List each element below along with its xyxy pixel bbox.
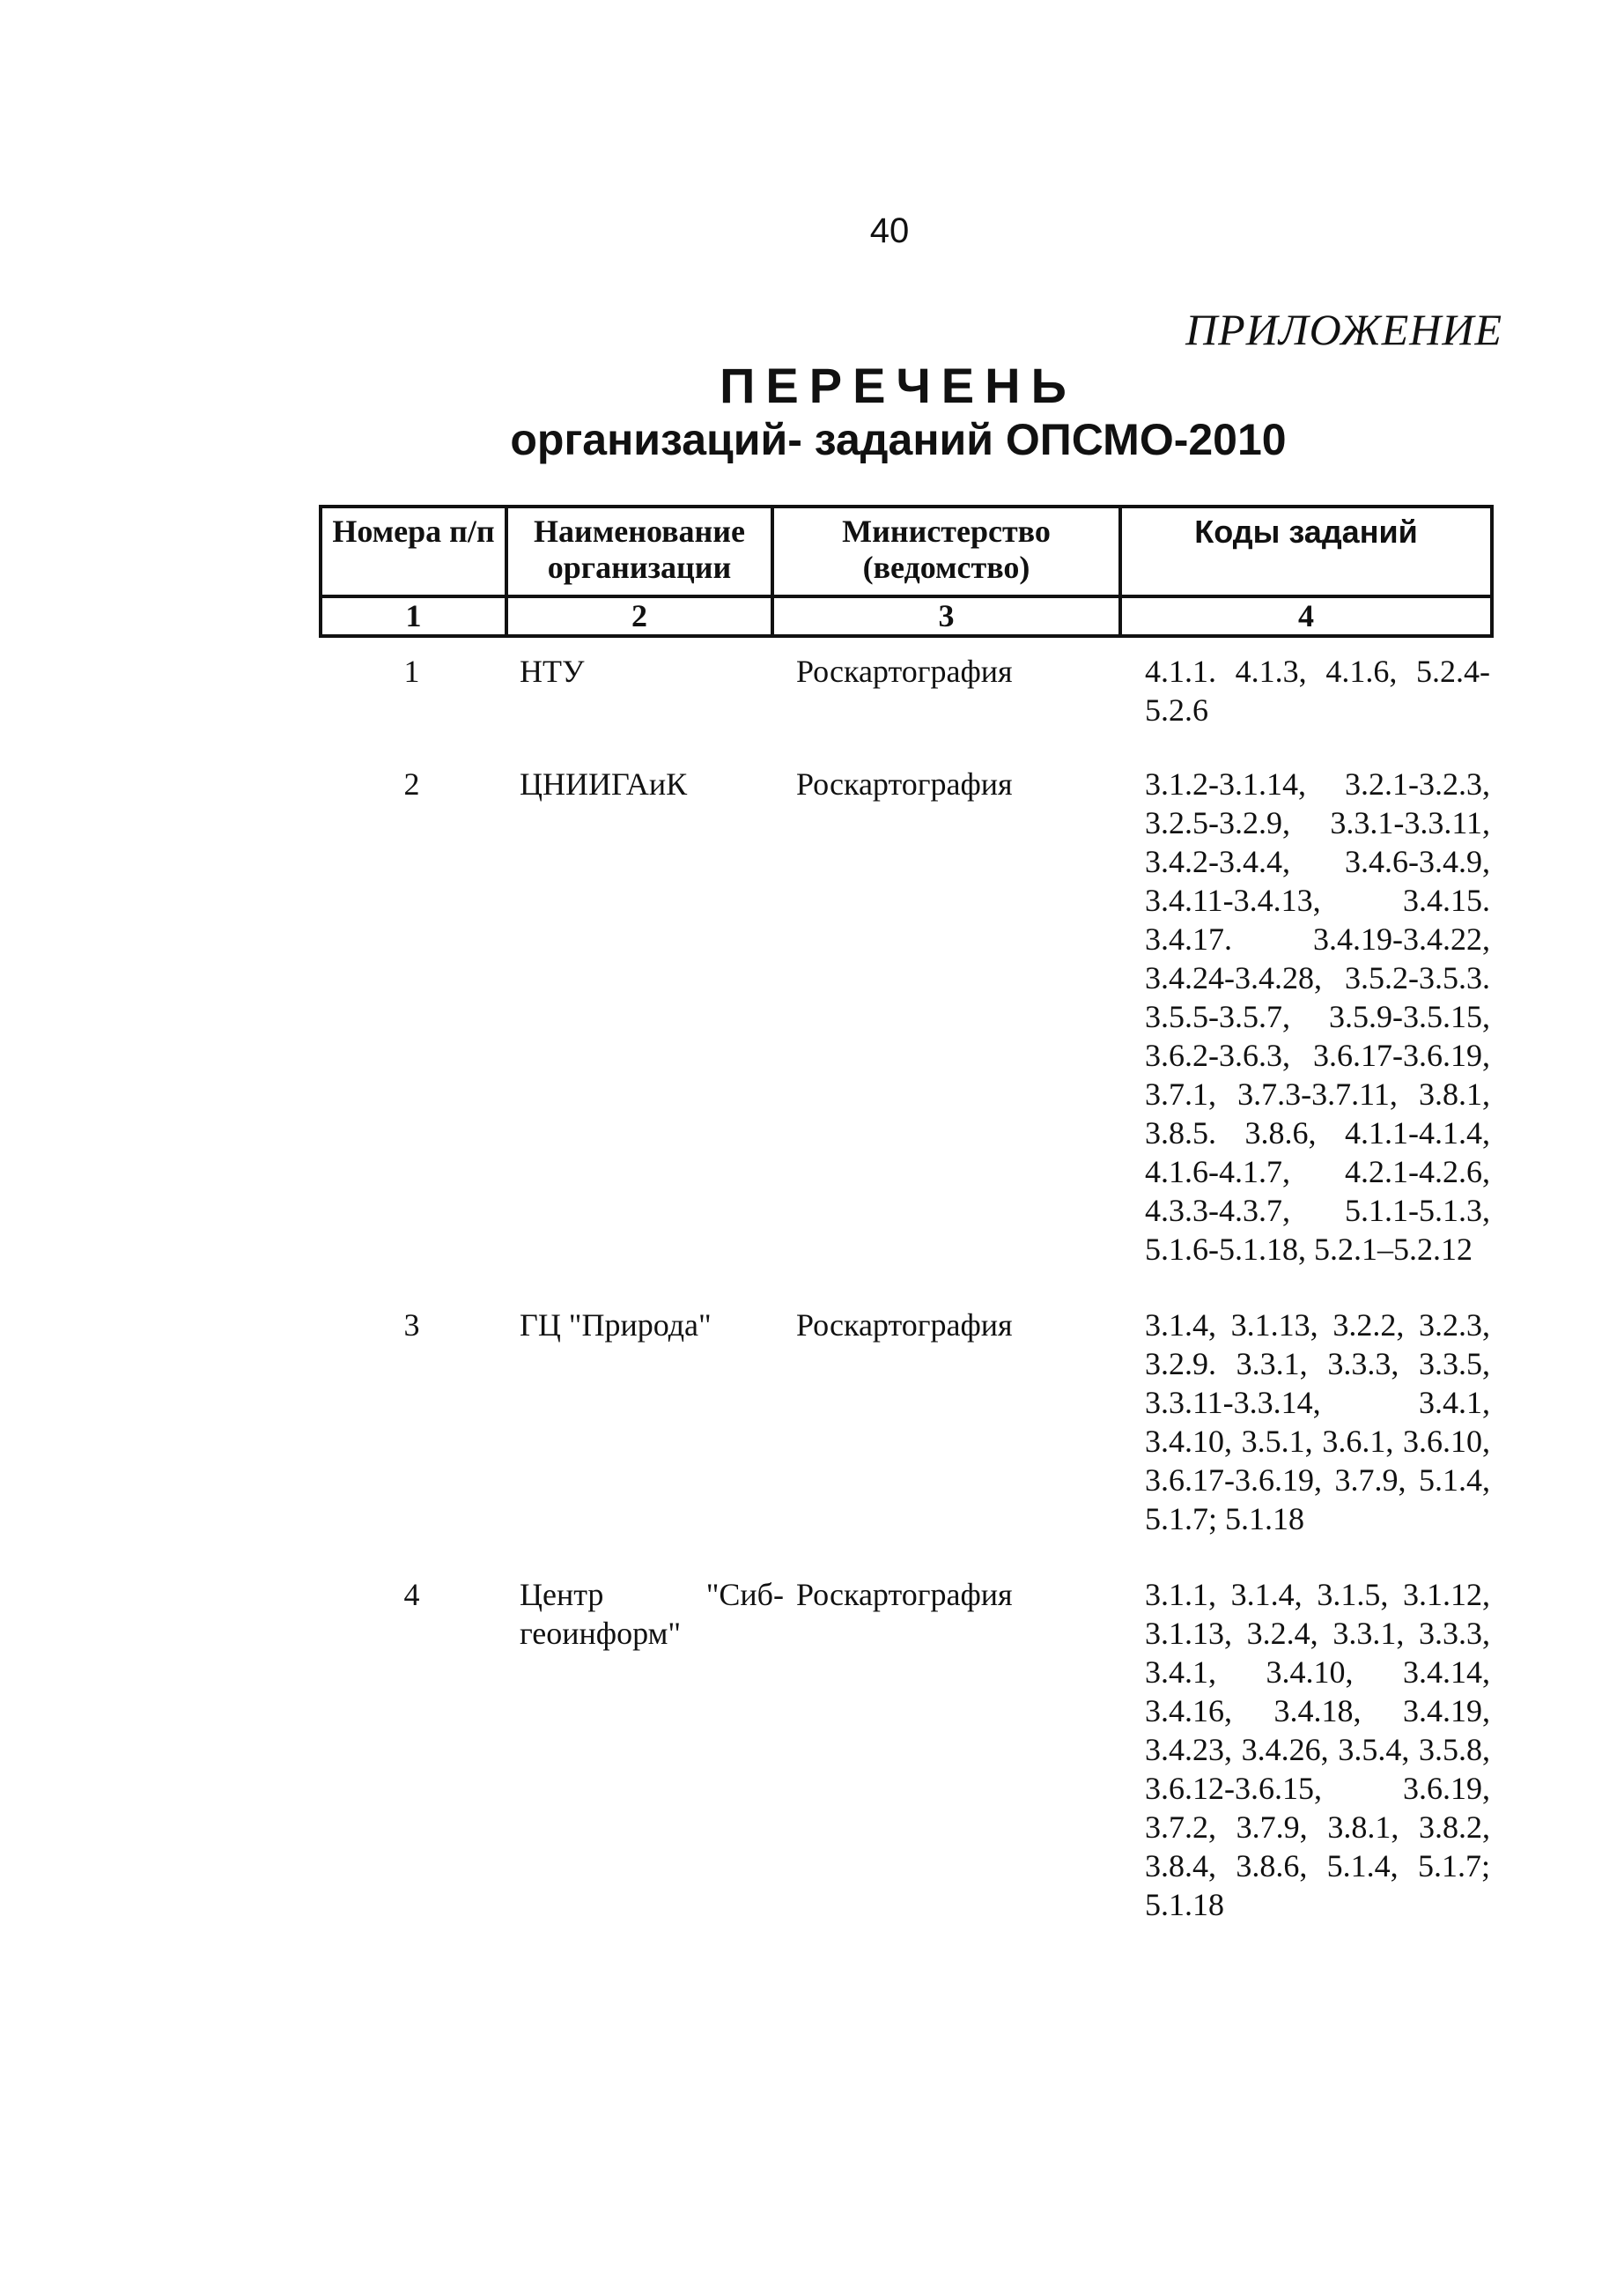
row-number: 3 — [403, 1307, 420, 1343]
task-codes: 4.1.1. 4.1.3, 4.1.6, 5.2.4-5.2.6 — [1145, 654, 1490, 728]
appendix-label: ПРИЛОЖЕНИЕ — [1185, 305, 1502, 354]
document-subtitle: организаций- заданий ОПСМО-2010 — [510, 415, 1287, 464]
row-number: 1 — [403, 654, 420, 689]
task-codes: 3.1.4, 3.1.13, 3.2.2, 3.2.3, 3.2.9. 3.3.1, 3.3.3, 3.3.5, 3.3.11-3.3.14, 3.4.1, 3.4.10, 3.5.1, 3.6.1, 3.6.10, 3.6.17-3.6.19, 3.7.9, 5.1.4, 5.1.7; 5.1.18 — [1145, 1307, 1490, 1536]
organization-name: ЦНИИГАиК — [520, 766, 688, 802]
ministry-name: Роскартография — [796, 1307, 1013, 1343]
organization-name: Центр "Сиб-геоинформ" — [520, 1577, 784, 1651]
ministry-name: Роскартография — [796, 654, 1013, 689]
table-header — [319, 505, 1494, 638]
row-number: 4 — [403, 1577, 420, 1612]
column-number-cell: 3 — [772, 596, 1120, 636]
table-row — [319, 652, 1490, 729]
ministry-name: Роскартография — [796, 766, 1013, 802]
task-codes: 3.1.2-3.1.14, 3.2.1-3.2.3, 3.2.5-3.2.9, 3.3.1-3.3.11, 3.4.2-3.4.4, 3.4.6-3.4.9, 3.4.11-3.4.13, 3.4.15. 3.4.17. 3.4.19-3.4.22, 3.4.24-3.4.28, 3.5.2-3.5.3. 3.5.5-3.5.7, 3.5.9-3.5.15, 3.6.2-3.6.3, 3.6.17-3.6.19, 3.7.1, 3.7.3-3.7.11, 3.8.1, 3.8.5. 3.8.6, 4.1.1-4.1.4, 4.1.6-4.1.7, 4.2.1-4.2.6, 4.3.3-4.3.7, 5.1.1-5.1.3, 5.1.6-5.1.18, 5.2.1–5.2.12 — [1145, 766, 1490, 1267]
document-title: ПЕРЕЧЕНЬ — [720, 358, 1077, 413]
header-cell-ministry: Министерство (ведомство) — [772, 507, 1120, 596]
header-cell-number: Номера п/п — [321, 507, 506, 596]
header-cell-codes: Коды заданий — [1120, 507, 1492, 596]
header-cell-organization: Наименование организации — [506, 507, 772, 596]
organization-name: НТУ — [520, 654, 585, 689]
organization-name: ГЦ "Природа" — [520, 1307, 712, 1343]
column-number-cell: 2 — [506, 596, 772, 636]
table-row — [319, 765, 1490, 1269]
page-number: 40 — [869, 211, 910, 250]
row-number: 2 — [403, 766, 420, 802]
table-row — [319, 1575, 1490, 1924]
column-number-row — [321, 596, 1492, 636]
task-codes: 3.1.1, 3.1.4, 3.1.5, 3.1.12, 3.1.13, 3.2.4, 3.3.1, 3.3.3, 3.4.1, 3.4.10, 3.4.14, 3.4.16, 3.4.18, 3.4.19, 3.4.23, 3.4.26, 3.5.4, 3.5.8, 3.6.12-3.6.15, 3.6.19, 3.7.2, 3.7.9, 3.8.1, 3.8.2, 3.8.4, 3.8.6, 5.1.4, 5.1.7; 5.1.18 — [1145, 1577, 1490, 1922]
column-number-cell: 1 — [321, 596, 506, 636]
table-row — [319, 1306, 1490, 1538]
ministry-name: Роскартография — [796, 1577, 1013, 1612]
table-body — [319, 652, 1490, 1924]
column-number-cell: 4 — [1120, 596, 1492, 636]
header-row — [321, 507, 1492, 596]
